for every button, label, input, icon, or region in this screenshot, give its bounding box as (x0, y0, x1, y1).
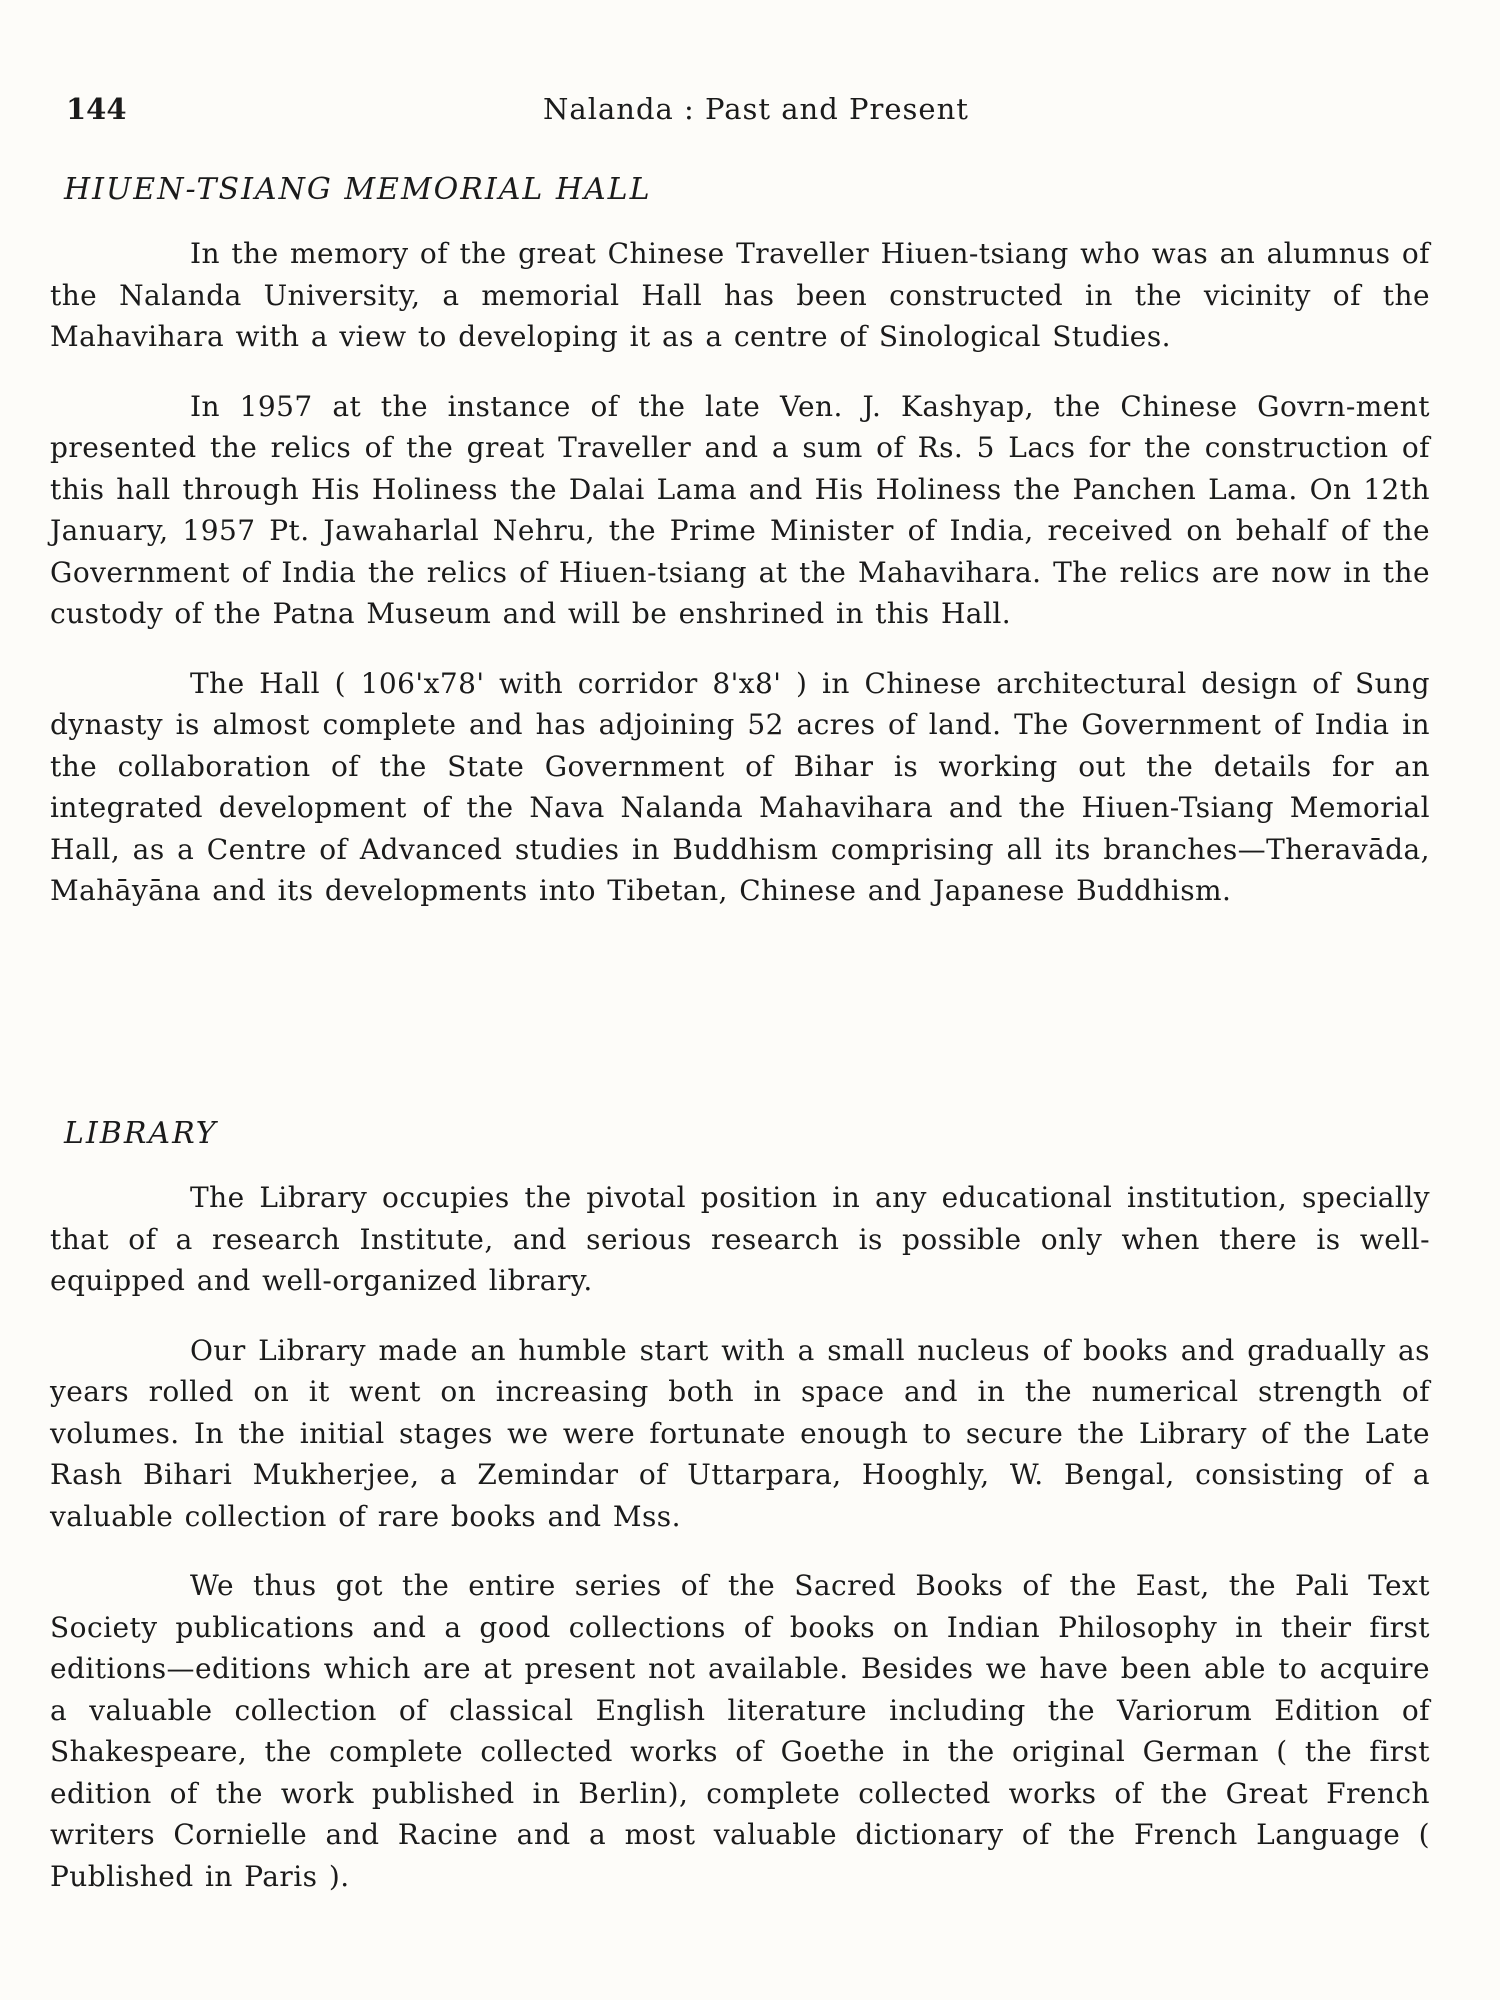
section-memorial-hall (50, 172, 1430, 940)
paragraph: The Hall ( 106'x78' with corridor 8'x8' ) in Chinese architectural design of Sung dynasty is almost complete and has adjoining 52 acres of land. The Government of India in the collaboration of the State Government of Bihar is working out the details for an integrated development of the Nava Nalanda Mahavihara and the Hiuen-Tsiang Memorial Hall, as a Centre of Advanced studies in Buddhism comprising all its branches—Theravāda, Mahāyāna and its developments into Tibetan, Chinese and Japanese Buddhism. (50, 666, 1430, 907)
section-heading: HIUEN-TSIANG MEMORIAL HALL (64, 172, 652, 207)
paragraph: In 1957 at the instance of the late Ven. J. Kashyap, the Chinese Govrn-ment presented the relics of the great Traveller and a sum of Rs. 5 Lacs for the construction of this hall through His Holiness the Dalai Lama and His Holiness the Panchen Lama. On 12th January, 1957 Pt. Jawaharlal Nehru, the Prime Minister of India, received on behalf of the Government of India the relics of Hiuen-tsiang at the Mahavihara. The relics are now in the custody of the Patna Museum and will be enshrined in this Hall. (50, 389, 1430, 630)
paragraph: We thus got the entire series of the Sacred Books of the East, the Pali Text Society publications and a good collections of books on Indian Philosophy in their first editions—editions which are at present not available. Besides we have been able to acquire a valuable collection of classical English literature including the Variorum Edition of Shakespeare, the complete collected works of Goethe in the original German ( the first edition of the work published in Berlin), complete collected works of the Great French writers Cornielle and Racine and a most valuable dictionary of the French Language ( Published in Paris ). (50, 1569, 1430, 1893)
book-title: Nalanda : Past and Present (543, 92, 969, 126)
section-heading: LIBRARY (64, 1116, 218, 1151)
section-library (50, 1116, 1430, 1925)
paragraph: In the memory of the great Chinese Traveller Hiuen-tsiang who was an alumnus of the Nalanda University, a memorial Hall has been constructed in the vicinity of the Mahavihara with a view to developing it as a centre of Sinological Studies. (50, 237, 1430, 353)
paragraph: The Library occupies the pivotal position in any educational institution, specially that of a research Institute, and serious research is possible only when there is well-equipped and well-organized library. (50, 1181, 1430, 1297)
running-head (66, 92, 1446, 132)
page-number: 144 (66, 92, 127, 126)
paragraph: Our Library made an humble start with a small nucleus of books and gradually as years rolled on it went on increasing both in space and in the numerical strength of volumes. In the initial stages we were fortunate enough to secure the Library of the Late Rash Bihari Mukherjee, a Zemindar of Uttarpara, Hooghly, W. Bengal, consisting of a valuable collection of rare books and Mss. (50, 1333, 1430, 1533)
